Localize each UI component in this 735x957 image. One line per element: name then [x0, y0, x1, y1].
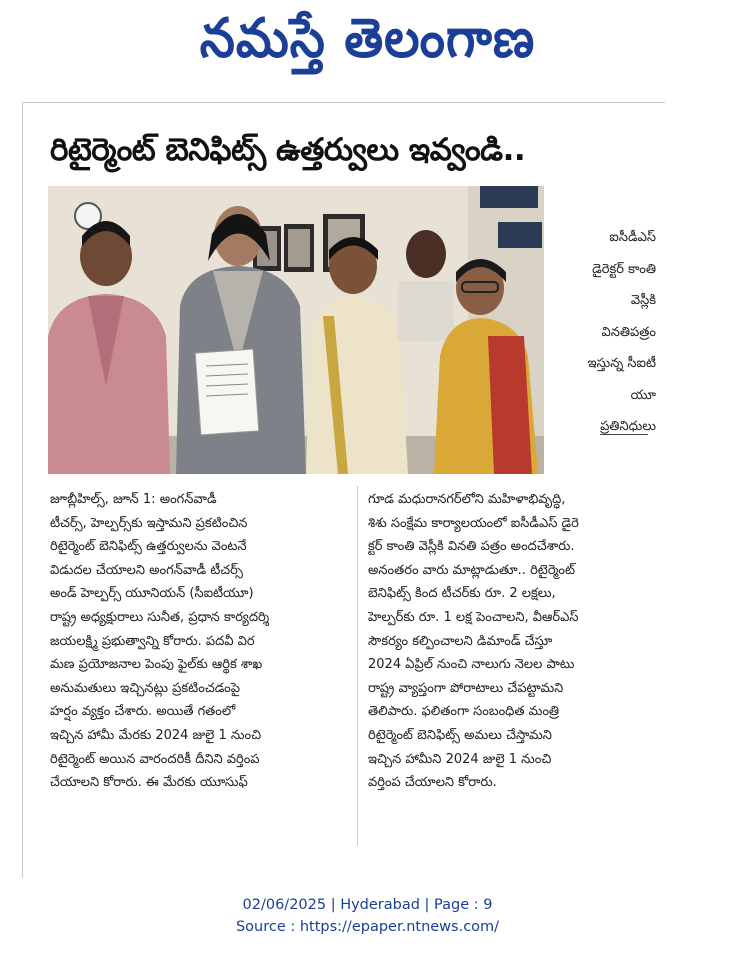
newspaper-masthead	[0, 0, 735, 78]
body-line: విడుదల చేయాలని అంగన్‌వాడీ టీచర్స్	[50, 562, 243, 578]
photo-caption	[556, 222, 656, 443]
footer-source-link[interactable]: Source : https://epaper.ntnews.com/	[235, 919, 500, 935]
body-line: వర్తింప చేయాలని కోరారు.	[368, 775, 497, 791]
body-line: రిటైర్మెంట్ అయిన వారందరికీ దీనిని వర్తింప	[50, 751, 260, 767]
body-line: రాష్ట్ర వ్యాప్తంగా పోరాటాలు చేపట్టామని	[368, 680, 564, 696]
body-line: రిటైర్మెంట్ బెనిఫిట్స్ అమలు చేస్తామని	[368, 727, 552, 743]
body-line: సౌకర్యం కల్పించాలని డిమాండ్ చేస్తూ	[368, 633, 553, 649]
body-line: రాష్ట్ర అధ్యక్షురాలు సునీత, ప్రధాన కార్యదర్శి	[50, 609, 270, 625]
body-line: ఇచ్చిన హామీని 2024 జులై 1 నుంచి	[368, 751, 552, 767]
body-line: హెల్పర్‌కు రూ. 1 లక్ష పెంచాలని, వీఆర్‌ఎస్	[368, 609, 579, 625]
caption-line: ఐసీడీఎస్	[609, 230, 656, 245]
caption-line: వినతిపత్రం	[601, 324, 656, 340]
body-line: అండ్ హెల్పర్స్ యూనియన్ (సీఐటీయూ)	[50, 586, 254, 602]
body-line: ఇచ్చిన హామీ మేరకు 2024 జులై 1 నుంచి	[50, 727, 262, 743]
body-line: రిటైర్మెంట్ బెనిఫిట్స్ ఉత్తర్వులను వెంటనే	[50, 539, 247, 555]
caption-line: ప్రతినిధులు	[600, 419, 656, 434]
body-line: అనుమతులు ఇచ్చినట్లు ప్రకటించడంపై	[50, 680, 240, 696]
body-line: గూడ మధురానగర్‌లోని మహిళాభివృద్ధి,	[368, 492, 566, 507]
caption-line: డైరెక్టర్ కాంతి	[592, 261, 656, 277]
footer-date-edition: 02/06/2025 | Hyderabad | Page : 9	[242, 897, 493, 913]
body-line: శిశు సంక్షేమ కార్యాలయంలో ఐసీడీఎస్ డైరె	[368, 515, 579, 531]
caption-line: యూ	[630, 387, 656, 403]
caption-line: ఇస్తున్న సీఐటీ	[587, 356, 656, 371]
body-line: అనంతరం వారు మాట్లాడుతూ.. రిటైర్మెంట్	[368, 562, 576, 578]
body-line: మణ ప్రయోజనాల పెంపు ఫైల్‌కు ఆర్థిక శాఖ	[50, 657, 263, 673]
body-line: క్టర్ కాంతి వెస్లీకి వినతి పత్రం అందచేశారు.	[368, 539, 575, 555]
body-line: జయలక్ష్మి ప్రభుత్వాన్ని కోరారు. పదవీ విర	[50, 633, 255, 649]
body-line: బెనిఫిట్స్ కింద టీచర్‌కు రూ. 2 లక్షలు,	[368, 586, 556, 602]
article-column-right	[368, 488, 668, 795]
body-line: తెలిపారు. ఫలితంగా సంబంధిత మంత్రి	[368, 704, 560, 720]
body-line: చేయాలని కోరారు. ఈ మేరకు యూసుఫ్	[50, 775, 248, 791]
body-line: 2024 ఏప్రిల్ నుంచి నాలుగు నెలల పాటు	[368, 657, 575, 673]
body-line: టీచర్స్, హెల్పర్స్‌కు ఇస్తామని ప్రకటించిన	[50, 515, 248, 531]
article-headline: రిటైర్మెంట్ బెనిఫిట్స్ ఉత్తర్వులు ఇవ్వండి..	[50, 132, 526, 168]
article-photo	[48, 186, 544, 474]
caption-divider	[600, 434, 648, 435]
body-line: జూబ్లీహిల్స్, జూన్ 1: అంగన్‌వాడీ	[50, 492, 217, 507]
masthead-title: నమస్తే తెలంగాణ	[199, 6, 536, 70]
article-column-left	[50, 488, 350, 795]
caption-line: వెస్లీకి	[630, 293, 656, 308]
column-divider	[357, 486, 358, 846]
body-line: హర్షం వ్యక్తం చేశారు. అయితే గతంలో	[50, 704, 236, 720]
